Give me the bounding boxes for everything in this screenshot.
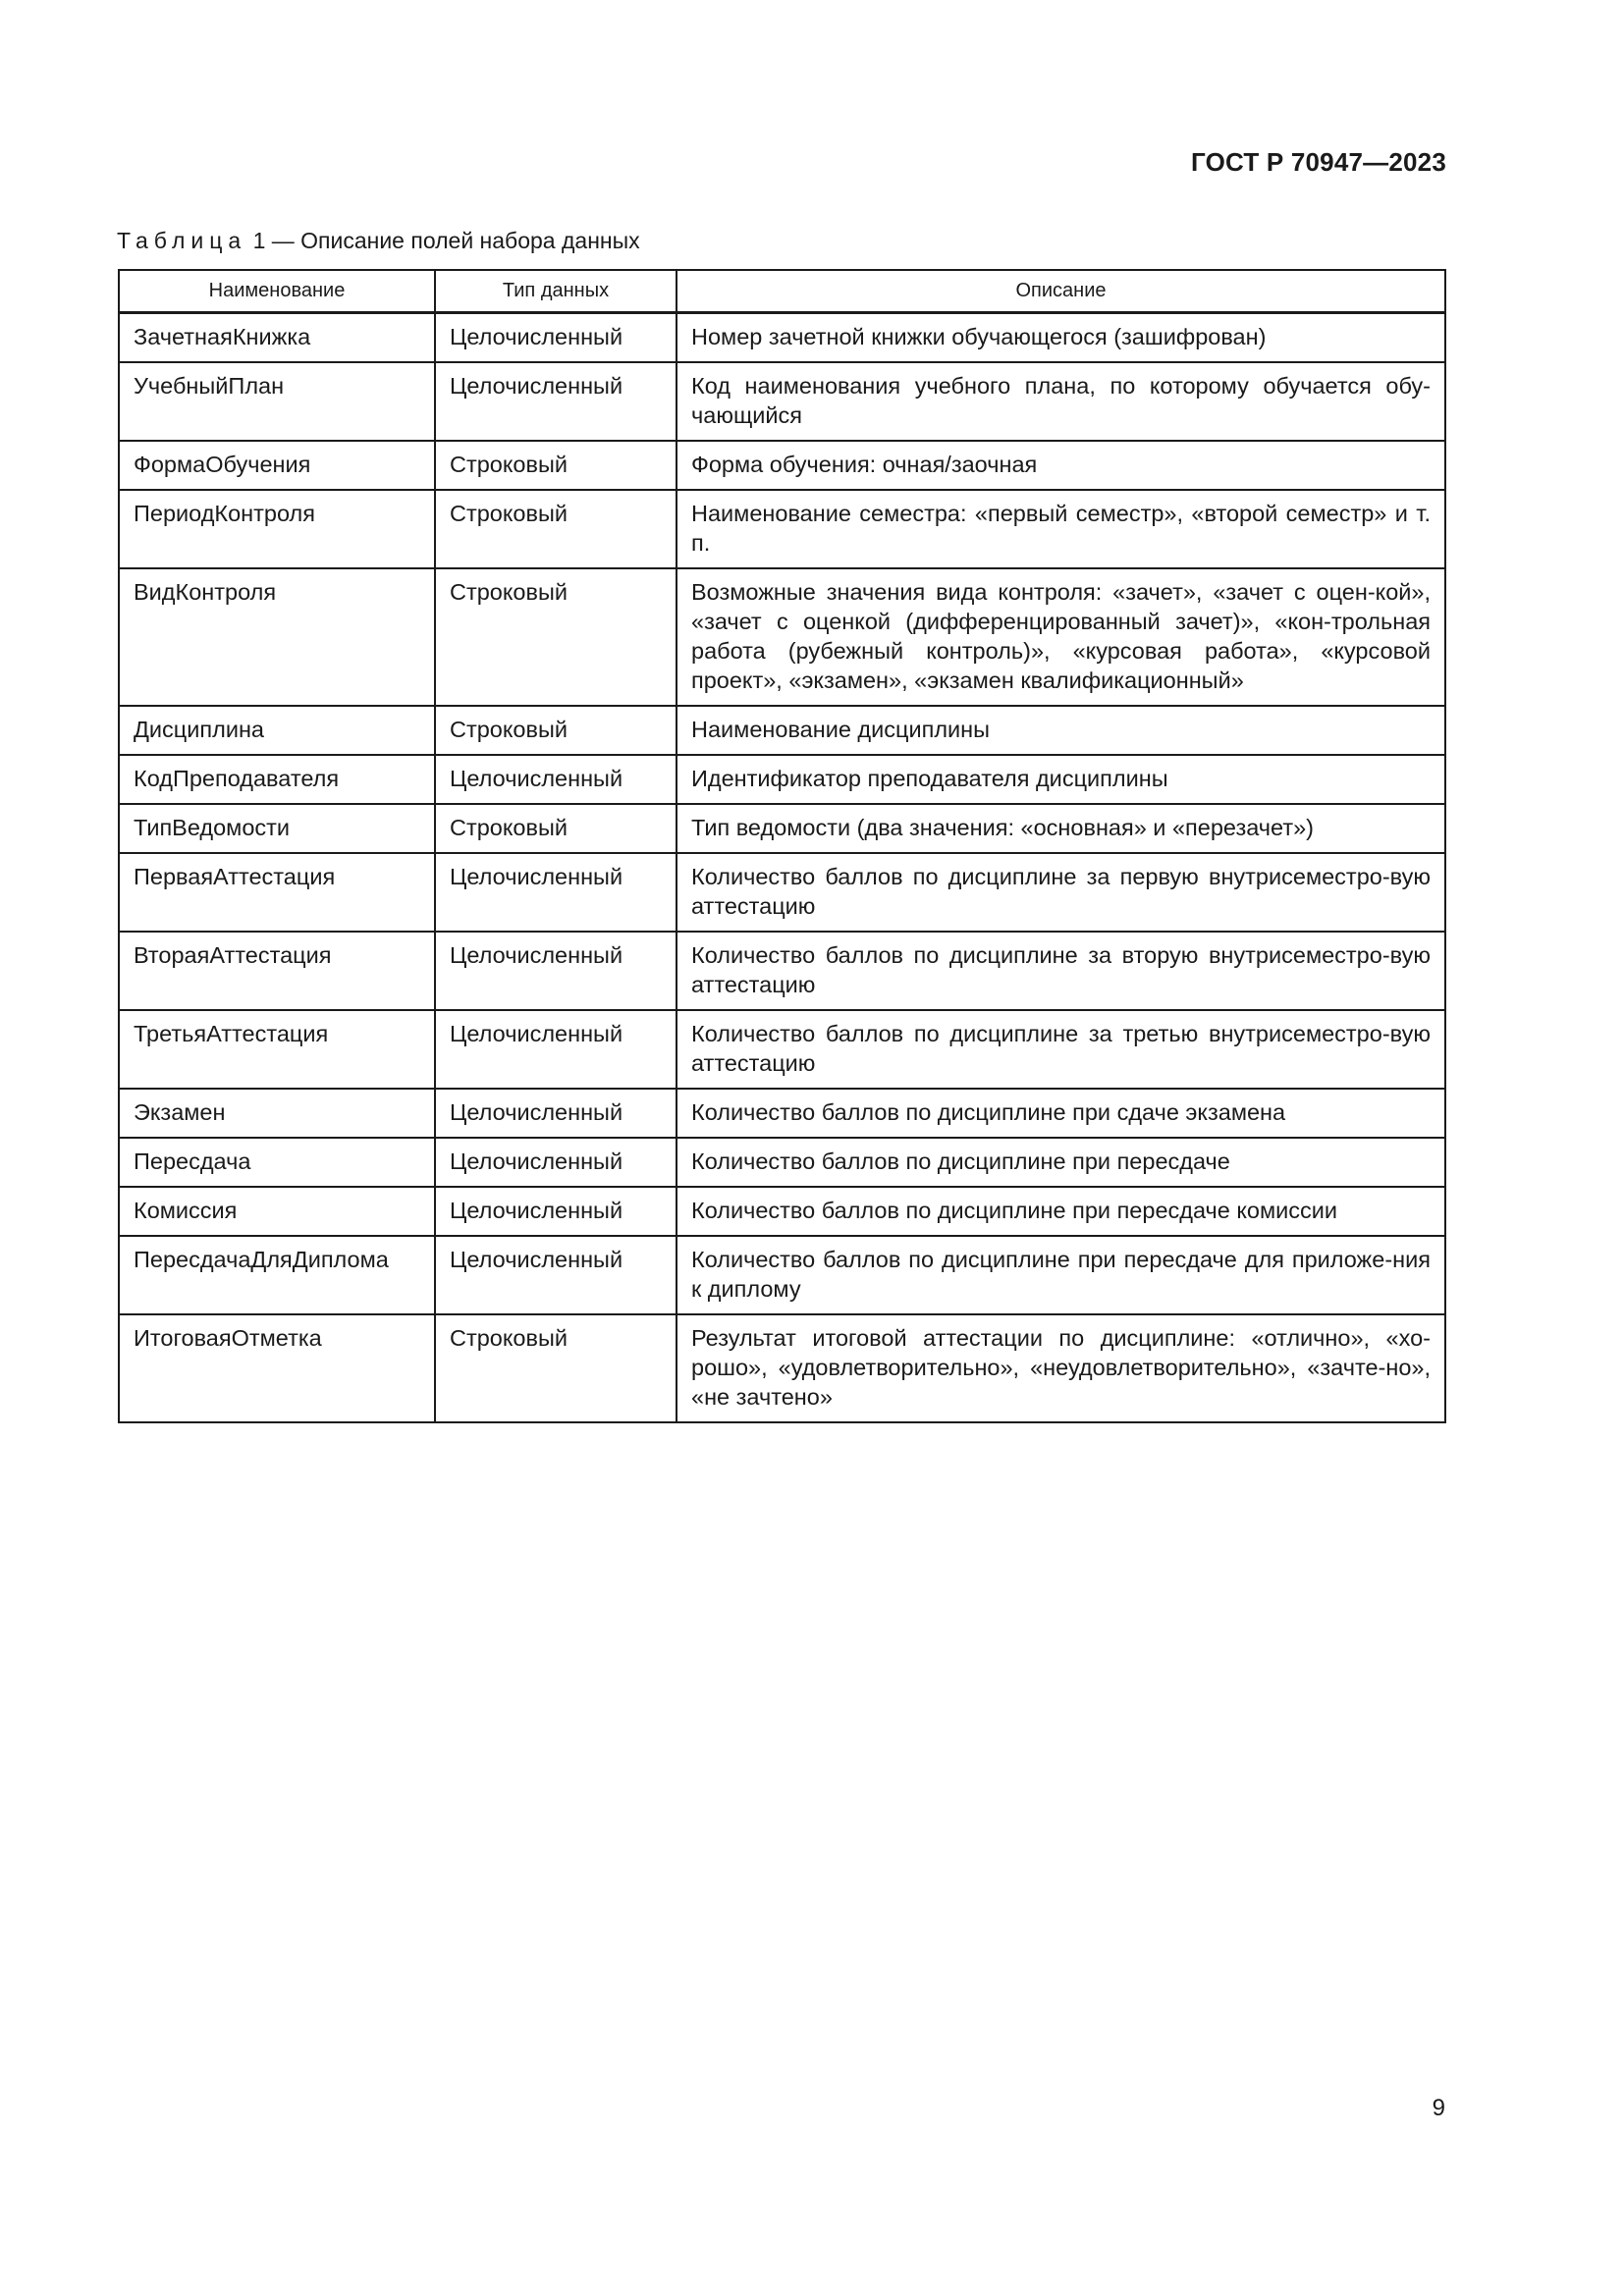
document-number: ГОСТ Р 70947—2023 xyxy=(1191,147,1446,177)
cell-name: УчебныйПлан xyxy=(119,362,435,441)
cell-type: Целочисленный xyxy=(435,1010,677,1089)
table-row xyxy=(119,441,1445,490)
cell-name: Комиссия xyxy=(119,1187,435,1236)
cell-type: Целочисленный xyxy=(435,853,677,932)
cell-description: Номер зачетной книжки обучающегося (зашифрован) xyxy=(677,312,1445,362)
table-row xyxy=(119,1187,1445,1236)
cell-description: Код наименования учебного плана, по которому обучается обу-чающийся xyxy=(677,362,1445,441)
cell-name: ПериодКонтроля xyxy=(119,490,435,568)
cell-type: Строковый xyxy=(435,706,677,755)
cell-name: ИтоговаяОтметка xyxy=(119,1314,435,1422)
cell-name: Экзамен xyxy=(119,1089,435,1138)
cell-type: Целочисленный xyxy=(435,1187,677,1236)
table-row xyxy=(119,1314,1445,1422)
cell-description: Количество баллов по дисциплине за первую внутрисеместро-вую аттестацию xyxy=(677,853,1445,932)
table-header-row xyxy=(119,270,1445,312)
cell-description: Идентификатор преподавателя дисциплины xyxy=(677,755,1445,804)
cell-type: Целочисленный xyxy=(435,1089,677,1138)
table-row xyxy=(119,1089,1445,1138)
table-row xyxy=(119,362,1445,441)
cell-description: Количество баллов по дисциплине за вторую внутрисеместро-вую аттестацию xyxy=(677,932,1445,1010)
cell-name: ВтораяАттестация xyxy=(119,932,435,1010)
cell-description: Форма обучения: очная/заочная xyxy=(677,441,1445,490)
header-description: Описание xyxy=(677,270,1445,312)
cell-name: ФормаОбучения xyxy=(119,441,435,490)
table-caption-text: 1 — Описание полей набора данных xyxy=(246,228,640,253)
cell-description: Количество баллов по дисциплине при пересдаче xyxy=(677,1138,1445,1187)
table-row xyxy=(119,804,1445,853)
cell-name: КодПреподавателя xyxy=(119,755,435,804)
cell-type: Целочисленный xyxy=(435,362,677,441)
table-row xyxy=(119,706,1445,755)
cell-name: Дисциплина xyxy=(119,706,435,755)
table-row xyxy=(119,932,1445,1010)
cell-type: Целочисленный xyxy=(435,755,677,804)
cell-description: Результат итоговой аттестации по дисциплине: «отлично», «хо-рошо», «удовлетворительно», «неудовлетворительно», «зачте-но», «не зачтено» xyxy=(677,1314,1445,1422)
cell-description: Количество баллов по дисциплине при сдаче экзамена xyxy=(677,1089,1445,1138)
cell-type: Целочисленный xyxy=(435,1138,677,1187)
cell-name: ТипВедомости xyxy=(119,804,435,853)
cell-description: Наименование дисциплины xyxy=(677,706,1445,755)
table-body xyxy=(119,312,1445,1422)
table-row xyxy=(119,853,1445,932)
page-number: 9 xyxy=(1432,2095,1445,2121)
cell-description: Возможные значения вида контроля: «зачет», «зачет с оцен-кой», «зачет с оценкой (дифференцированный зачет)», «кон-трольная работа (рубежный контроль)», «курсовая работа», «курсовой проект», «экзамен», «экзамен квалификационный» xyxy=(677,568,1445,706)
cell-name: ПерваяАттестация xyxy=(119,853,435,932)
cell-name: ВидКонтроля xyxy=(119,568,435,706)
cell-description: Тип ведомости (два значения: «основная» и «перезачет») xyxy=(677,804,1445,853)
table-row xyxy=(119,312,1445,362)
cell-type: Строковый xyxy=(435,490,677,568)
data-fields-table xyxy=(118,269,1446,1423)
cell-type: Целочисленный xyxy=(435,932,677,1010)
cell-type: Строковый xyxy=(435,441,677,490)
table-row xyxy=(119,1138,1445,1187)
cell-name: ТретьяАттестация xyxy=(119,1010,435,1089)
cell-description: Количество баллов по дисциплине при пересдаче комиссии xyxy=(677,1187,1445,1236)
table-row xyxy=(119,568,1445,706)
cell-name: ПересдачаДляДиплома xyxy=(119,1236,435,1314)
header-name: Наименование xyxy=(119,270,435,312)
cell-name: Пересдача xyxy=(119,1138,435,1187)
table-caption-label: Таблица xyxy=(117,228,247,253)
cell-type: Строковый xyxy=(435,804,677,853)
table-row xyxy=(119,755,1445,804)
table-row xyxy=(119,1236,1445,1314)
table-row xyxy=(119,490,1445,568)
cell-type: Строковый xyxy=(435,1314,677,1422)
table-row xyxy=(119,1010,1445,1089)
cell-type: Строковый xyxy=(435,568,677,706)
cell-description: Количество баллов по дисциплине за третью внутрисеместро-вую аттестацию xyxy=(677,1010,1445,1089)
table-caption xyxy=(117,228,640,254)
cell-type: Целочисленный xyxy=(435,312,677,362)
cell-description: Количество баллов по дисциплине при пересдаче для приложе-ния к диплому xyxy=(677,1236,1445,1314)
cell-name: ЗачетнаяКнижка xyxy=(119,312,435,362)
cell-description: Наименование семестра: «первый семестр», «второй семестр» и т. п. xyxy=(677,490,1445,568)
cell-type: Целочисленный xyxy=(435,1236,677,1314)
header-type: Тип данных xyxy=(435,270,677,312)
